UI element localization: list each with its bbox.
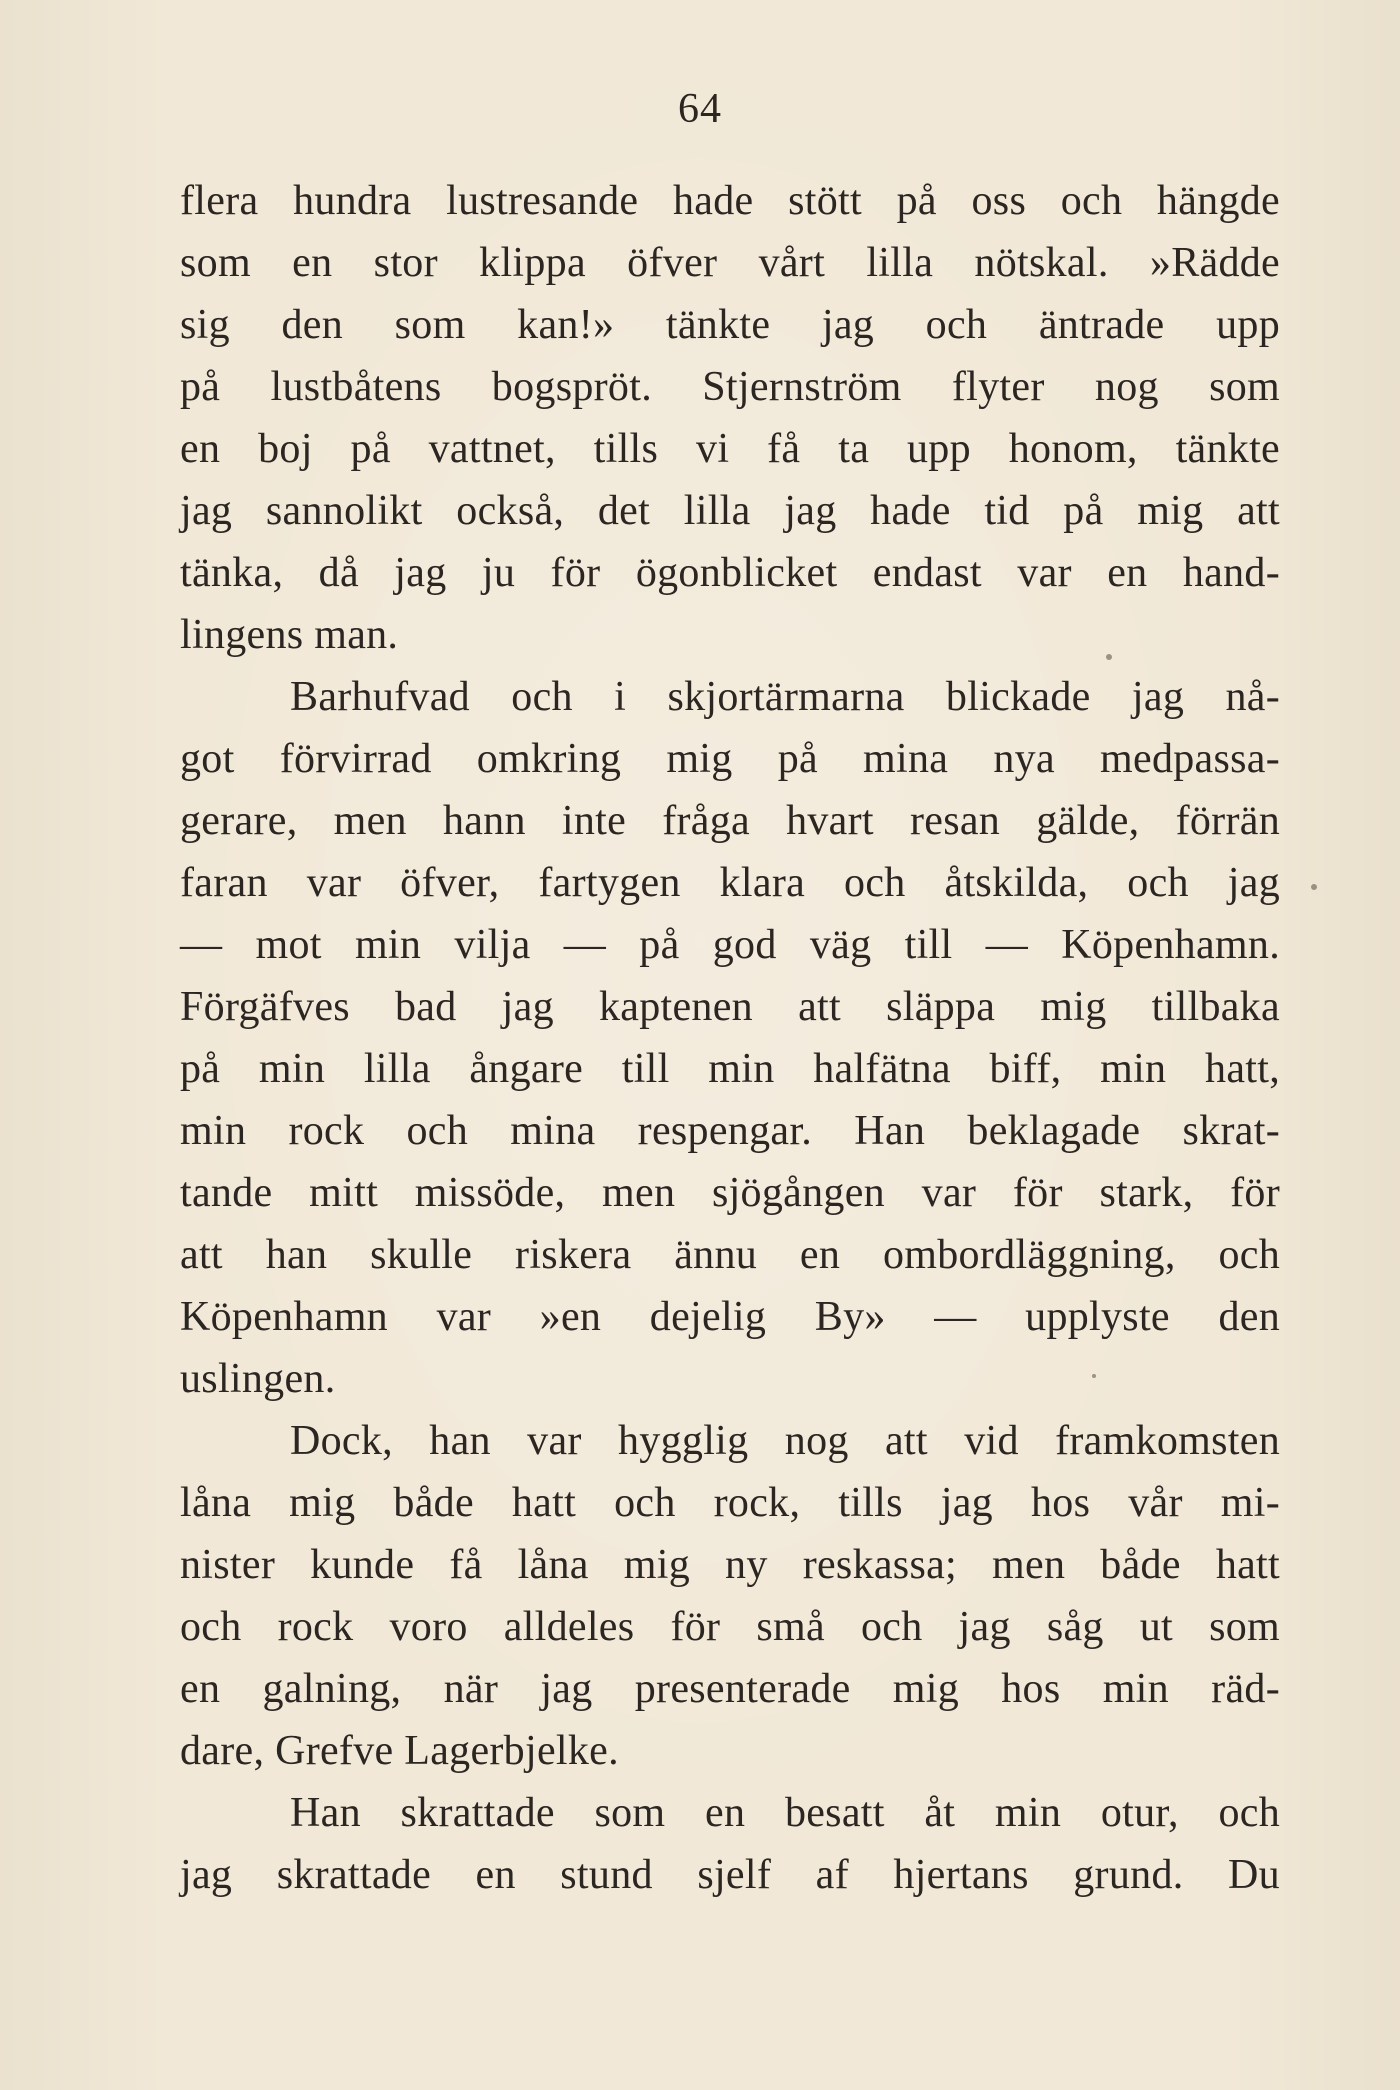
text-line: faran var öfver, fartygen klara och åtskilda, och jag xyxy=(180,860,1280,906)
text-line: Barhufvad och i skjortärmarna blickade jag nå- xyxy=(290,674,1280,720)
text-line: som en stor klippa öfver vårt lilla nötskal. »Rädde xyxy=(180,240,1280,286)
text-line: Köpenhamn var »en dejelig By» — upplyste den xyxy=(180,1294,1280,1340)
text-line: min rock och mina respengar. Han beklagade skrat- xyxy=(180,1108,1280,1154)
text-line: tänka, då jag ju för ögonblicket endast var en hand- xyxy=(180,550,1280,596)
text-line: en galning, när jag presenterade mig hos min räd- xyxy=(180,1666,1280,1712)
paper-speck xyxy=(1311,884,1317,890)
text-line: uslingen. xyxy=(180,1356,336,1402)
text-line: på lustbåtens bogspröt. Stjernström flyter nog som xyxy=(180,364,1280,410)
text-line: nister kunde få låna mig ny reskassa; men både hatt xyxy=(180,1542,1280,1588)
text-line: jag sannolikt också, det lilla jag hade tid på mig att xyxy=(180,488,1280,534)
paper-speck xyxy=(1092,1374,1096,1378)
text-line: gerare, men hann inte fråga hvart resan gälde, förrän xyxy=(180,798,1280,844)
text-line: låna mig både hatt och rock, tills jag hos vår mi- xyxy=(180,1480,1280,1526)
text-line: Han skrattade som en besatt åt min otur, och xyxy=(290,1790,1280,1836)
text-line: tande mitt missöde, men sjögången var för stark, för xyxy=(180,1170,1280,1216)
text-line: en boj på vattnet, tills vi få ta upp honom, tänkte xyxy=(180,426,1280,472)
text-line: dare, Grefve Lagerbjelke. xyxy=(180,1728,619,1774)
text-line: Dock, han var hygglig nog att vid framkomsten xyxy=(290,1418,1280,1464)
body-text xyxy=(180,170,1280,1906)
paper-speck xyxy=(1106,654,1112,660)
text-line: lingens man. xyxy=(180,612,399,658)
text-line: på min lilla ångare till min halfätna biff, min hatt, xyxy=(180,1046,1280,1092)
text-line: Förgäfves bad jag kaptenen att släppa mig tillbaka xyxy=(180,984,1280,1030)
text-line: sig den som kan!» tänkte jag och äntrade upp xyxy=(180,302,1280,348)
text-line: — mot min vilja — på god väg till — Köpenhamn. xyxy=(180,922,1280,968)
text-line: jag skrattade en stund sjelf af hjertans grund. Du xyxy=(180,1852,1280,1898)
text-line: att han skulle riskera ännu en ombordläggning, och xyxy=(180,1232,1280,1278)
text-line: och rock voro alldeles för små och jag såg ut som xyxy=(180,1604,1280,1650)
text-line: got förvirrad omkring mig på mina nya medpassa- xyxy=(180,736,1280,782)
page-number: 64 xyxy=(678,86,722,132)
text-line: flera hundra lustresande hade stött på oss och hängde xyxy=(180,178,1280,224)
